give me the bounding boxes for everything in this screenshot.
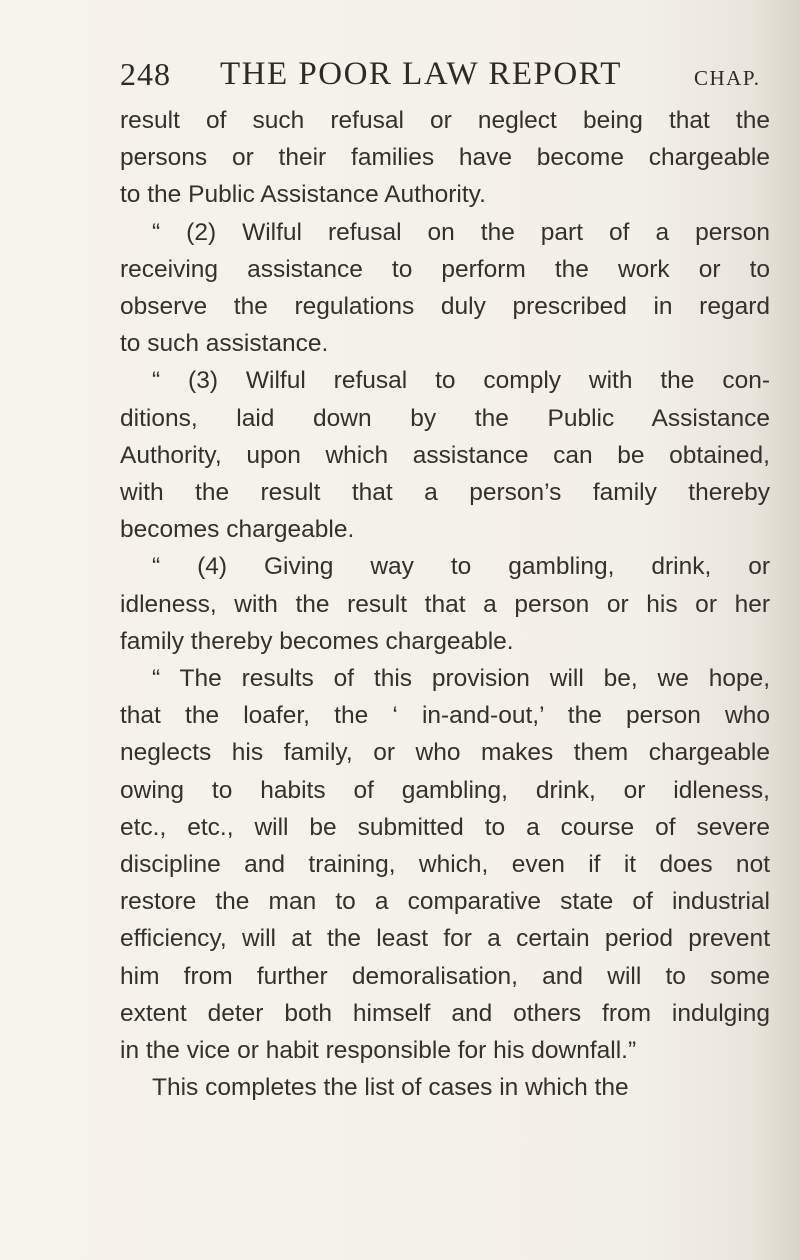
text-line: etc., etc., will be submitted to a course of severe — [120, 813, 770, 841]
text-line: discipline and training, which, even if it does not — [120, 851, 770, 879]
text-line: owing to habits of gambling, drink, or idleness, — [120, 776, 770, 804]
chapter-label: CHAP. — [694, 66, 761, 90]
text-line: result of such refusal or neglect being that the — [120, 107, 770, 134]
text-line: family thereby becomes chargeable. — [120, 627, 514, 655]
body-text — [120, 102, 770, 1106]
text-line: observe the regulations duly prescribed in regard — [120, 293, 770, 321]
text-line: idleness, with the result that a person or his or her — [120, 590, 770, 618]
text-line: efficiency, will at the least for a certain period prevent — [120, 925, 770, 953]
text-line: persons or their families have become chargeable — [120, 144, 770, 172]
text-line: “ (2) Wilful refusal on the part of a person — [152, 218, 770, 246]
page-number: 248 — [120, 56, 171, 92]
text-line: receiving assistance to perform the work or to — [120, 255, 770, 283]
text-line: him from further demoralisation, and will to some — [120, 962, 770, 990]
text-line: This completes the list of cases in which the — [152, 1074, 629, 1102]
text-line: Authority, upon which assistance can be obtained, — [120, 441, 770, 469]
text-line: ditions, laid down by the Public Assistance — [120, 404, 770, 432]
running-header — [120, 56, 780, 106]
text-line: to such assistance. — [120, 330, 329, 358]
text-line: “ (3) Wilful refusal to comply with the con- — [152, 367, 770, 395]
text-line: extent deter both himself and others from indulging — [120, 999, 770, 1027]
text-line: with the result that a person’s family thereby — [120, 479, 770, 507]
text-line: becomes chargeable. — [120, 516, 355, 544]
text-line: that the loafer, the ‘ in-and-out,’ the person who — [120, 702, 770, 730]
text-line: restore the man to a comparative state of industrial — [120, 888, 770, 916]
text-line: to the Public Assistance Authority. — [120, 181, 486, 209]
text-line: neglects his family, or who makes them chargeable — [120, 739, 770, 767]
text-line: “ The results of this provision will be, we hope, — [152, 665, 770, 693]
running-title: THE POOR LAW REPORT — [220, 56, 622, 92]
text-line: in the vice or habit responsible for his downfall.” — [120, 1037, 637, 1065]
text-line: “ (4) Giving way to gambling, drink, or — [152, 553, 770, 581]
